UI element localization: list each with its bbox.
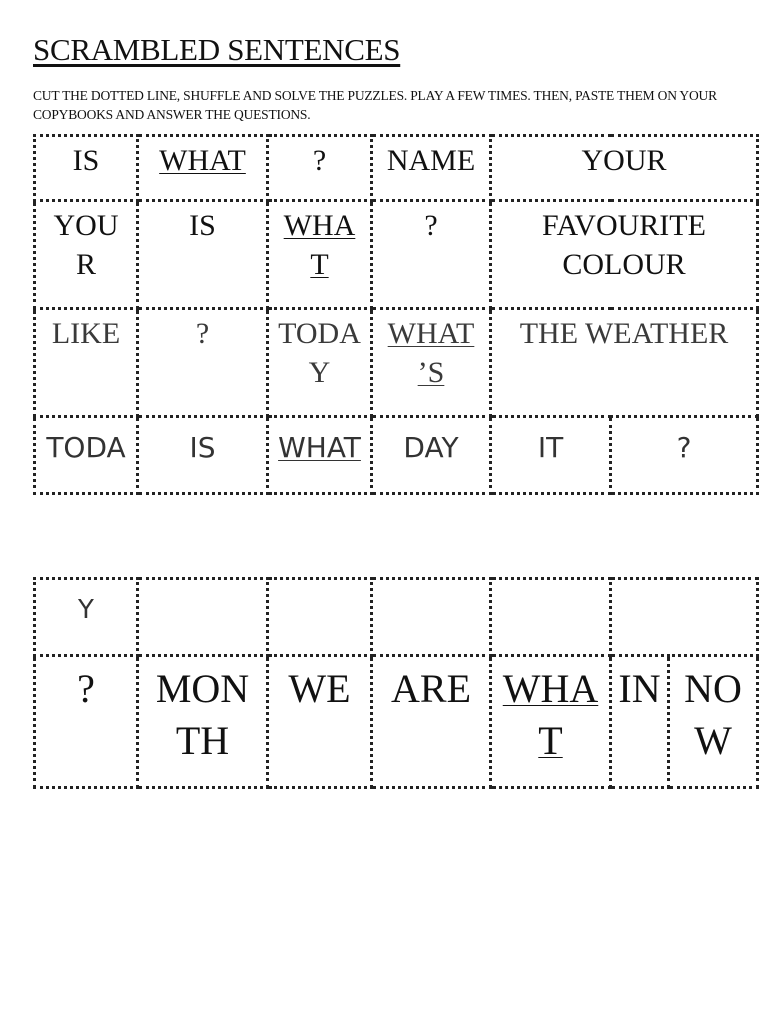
word-text: IS [189,431,216,464]
word-card [35,309,138,417]
word-text: COLOUR [562,248,686,281]
word-text: WHA [283,209,356,242]
word-card [491,417,611,494]
word-text: IS [189,209,216,242]
word-card [268,201,372,309]
word-text: Y [308,356,331,389]
word-text: W [694,718,732,763]
word-text: WHAT [387,317,475,350]
word-text: IT [537,431,564,464]
word-card [372,579,491,656]
word-text: ’S [417,356,445,389]
word-text: WHAT [159,144,246,177]
word-text: ? [312,144,327,177]
word-card [138,309,268,417]
word-text: TODA [46,431,126,464]
word-text: T [538,718,563,763]
word-card [611,579,758,656]
word-text: ? [676,431,692,464]
word-text: FAVOURITE [542,209,706,242]
word-text: IN [618,666,661,711]
word-text: ARE [391,666,471,711]
word-text: R [75,248,96,281]
table-row [35,656,758,788]
word-text: LIKE [51,317,121,350]
word-text: WHAT [278,431,361,464]
word-card [372,201,491,309]
word-text: YOUR [581,144,667,177]
word-card [491,136,758,201]
word-text: MON [155,666,250,711]
word-card [372,417,491,494]
word-card [35,417,138,494]
word-text: WHA [502,666,599,711]
word-text: WE [288,666,351,711]
table-row [35,417,758,494]
word-card [491,579,611,656]
word-text: DAY [403,431,459,464]
word-card [35,201,138,309]
word-text: Y [78,595,94,625]
word-card [138,656,268,788]
word-card [611,417,758,494]
word-card [35,579,138,656]
word-text: TODA [278,317,361,350]
word-text: YOU [53,209,119,242]
word-text: ? [424,209,438,242]
word-card [268,309,372,417]
word-card [611,656,669,788]
word-card [138,136,268,201]
word-text: THE WEATHER [519,317,729,350]
word-text: NO [684,666,742,711]
word-text: ? [195,317,210,350]
page-title: SCRAMBLED SENTENCES [33,32,401,67]
table-row [35,309,758,417]
word-card [138,579,268,656]
table-row [35,201,758,309]
word-card [268,579,372,656]
word-text: ? [77,666,95,711]
word-text: IS [72,144,100,177]
table-row [35,579,758,656]
word-card [35,136,138,201]
word-card [268,656,372,788]
scrambled-sentences-table-continued [33,577,759,789]
word-card [138,201,268,309]
word-card [372,309,491,417]
word-card [491,201,758,309]
word-text: T [310,248,329,281]
word-card [491,656,611,788]
word-card [372,136,491,201]
scrambled-sentences-table [33,134,759,495]
word-card [268,417,372,494]
word-text: NAME [386,144,476,177]
word-card [372,656,491,788]
word-card [268,136,372,201]
word-card [669,656,758,788]
instructions: CUT THE DOTTED LINE, SHUFFLE AND SOLVE THE PUZZLES. PLAY A FEW TIMES. THEN, PASTE THEM ON YOUR COPYBOOKS AND ANSWER THE QUESTIONS. [33,88,717,122]
word-card [491,309,758,417]
word-card [138,417,268,494]
table-row [35,136,758,201]
word-card [35,656,138,788]
word-text: TH [175,718,230,763]
